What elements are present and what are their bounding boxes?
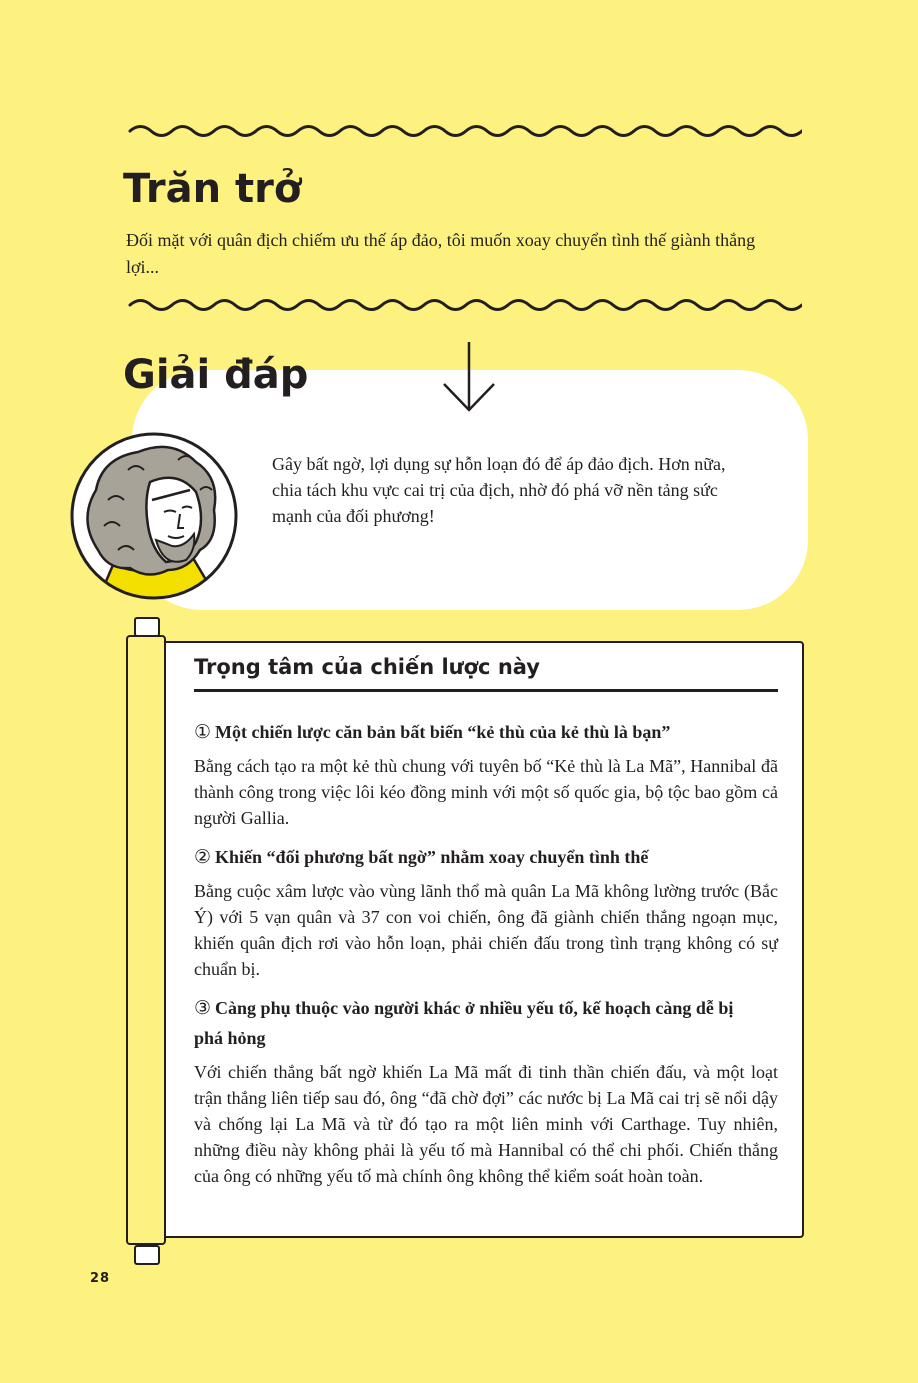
point-1-body: Bằng cách tạo ra một kẻ thù chung với tuyên bố “Kẻ thù là La Mã”, Hannibal đã thành công trong việc lôi kéo đồng minh với một số quốc gia, bộ tộc bao gồm cả người Gallia. bbox=[194, 756, 778, 828]
point-3-body: Với chiến thắng bất ngờ khiến La Mã mất đi tinh thần chiến đấu, và một loạt trận thắng liên tiếp sau đó, ông “đã chờ đợi” các nước bị La Mã cai trị sẽ nổi dậy và chống lại La Mã và từ đó tạo ra một liên minh với Carthage. Tuy nhiên, những điều này không phải là yếu tố mà Hannibal có thể chi phối. Chiến thắng của ông có những yếu tố mà chính ông không thể kiểm soát hoàn toàn. bbox=[194, 1062, 778, 1186]
point-3-number: ③ bbox=[194, 997, 212, 1019]
point-2-body: Bằng cuộc xâm lược vào vùng lãnh thổ mà quân La Mã không lường trước (Bắc Ý) với 5 vạn quân và 37 con voi chiến, ông đã giành chiến thắng ngoạn mục, khiến quân địch rơi vào hỗn loạn, phải chiến đấu trong tình trạng không có sự chuẩn bị. bbox=[194, 881, 778, 979]
scroll-rod bbox=[126, 635, 166, 1245]
strategy-title-underline bbox=[194, 689, 778, 692]
wave-divider-middle bbox=[128, 296, 802, 314]
problem-heading: Trăn trở bbox=[123, 166, 302, 212]
wave-divider-top bbox=[128, 122, 802, 140]
answer-heading: Giải đáp bbox=[123, 352, 309, 398]
hannibal-portrait-icon bbox=[68, 430, 244, 602]
page-number: 28 bbox=[90, 1271, 111, 1286]
point-2-title-text: Khiến “đối phương bất ngờ” nhằm xoay chuyển tình thế bbox=[215, 847, 649, 867]
problem-text: Đối mặt với quân địch chiếm ưu thế áp đảo, tôi muốn xoay chuyển tình thế giành thắng lợi... bbox=[126, 230, 756, 277]
point-3-title bbox=[194, 993, 764, 1053]
scroll-rod-cap-top bbox=[134, 617, 160, 637]
point-1-title-text: Một chiến lược căn bản bất biến “kẻ thù của kẻ thù là bạn” bbox=[215, 722, 671, 742]
point-1-title bbox=[194, 717, 784, 747]
point-2-number: ② bbox=[194, 846, 212, 868]
point-3-title-text: Càng phụ thuộc vào người khác ở nhiều yếu tố, kế hoạch càng dễ bị phá hỏng bbox=[194, 998, 734, 1048]
arrow-down-icon bbox=[440, 340, 498, 414]
strategy-title: Trọng tâm của chiến lược này bbox=[194, 655, 540, 679]
scroll-rod-cap-bottom bbox=[134, 1245, 160, 1265]
answer-text: Gây bất ngờ, lợi dụng sự hỗn loạn đó để áp đảo địch. Hơn nữa, chia tách khu vực cai trị của địch, nhờ đó phá vỡ nền tảng sức mạnh của đối phương! bbox=[272, 454, 726, 526]
point-1-number: ① bbox=[194, 721, 212, 743]
point-2-title bbox=[194, 842, 784, 872]
